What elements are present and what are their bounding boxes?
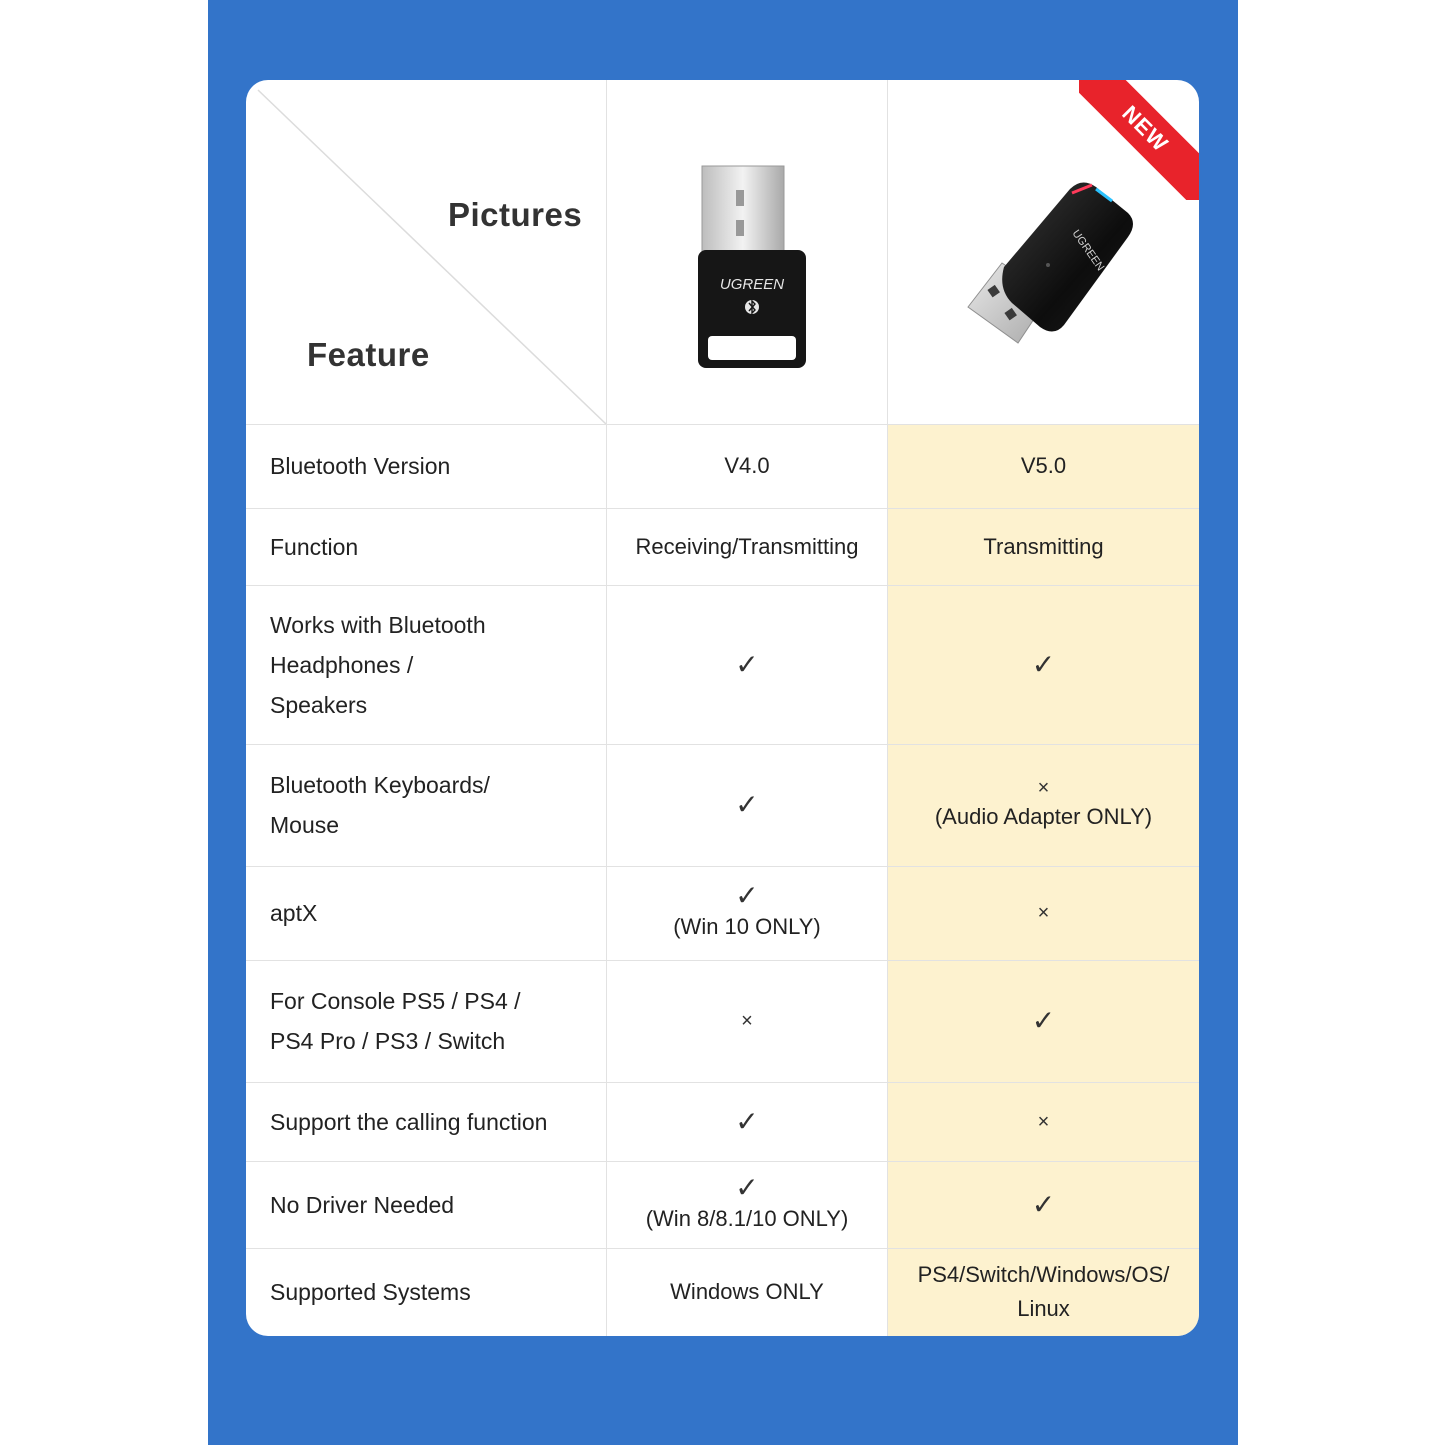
value-text: V5.0	[1020, 453, 1067, 478]
p1-value-cell	[607, 744, 887, 866]
product-image-bluetooth-5	[962, 175, 1137, 375]
cross-icon: ×	[1037, 902, 1050, 924]
feature-text: Bluetooth Version	[270, 453, 451, 479]
p1-value-cell	[607, 585, 887, 744]
feature-label	[270, 866, 600, 960]
p2-value-cell	[888, 1082, 1199, 1161]
feature-text: No Driver Needed	[270, 1191, 455, 1218]
check-icon: ✓	[735, 1171, 759, 1203]
p1-value-cell	[607, 1161, 887, 1248]
value-text: Transmitting	[983, 533, 1104, 559]
check-icon: ✓	[735, 880, 759, 911]
feature-text: For Console PS5 / PS4 / PS4 Pro / PS3 / Switch	[270, 988, 521, 1054]
feature-text: Supported Systems	[270, 1279, 471, 1305]
feature-label	[270, 1161, 600, 1248]
bluetooth-icon	[745, 300, 759, 314]
feature-label	[270, 1082, 600, 1161]
p1-value-cell	[607, 960, 887, 1082]
p1-value-cell	[607, 1082, 887, 1161]
cross-icon: ×	[741, 1010, 753, 1032]
feature-label	[270, 960, 600, 1082]
p2-value-cell	[888, 744, 1199, 866]
feature-text: Support the calling function	[270, 1108, 548, 1135]
value-note: (Win 8/8.1/10 ONLY)	[645, 1205, 849, 1231]
feature-label	[270, 744, 600, 866]
svg-text:UGREEN: UGREEN	[719, 276, 785, 293]
feature-text: Function	[270, 533, 359, 560]
p1-value-cell	[607, 508, 887, 585]
check-icon: ✓	[1031, 1188, 1056, 1220]
check-icon: ✓	[735, 1105, 759, 1137]
p2-value-cell	[888, 585, 1199, 744]
feature-label	[270, 508, 600, 585]
p1-value-cell	[607, 424, 887, 508]
value-note: (Win 10 ONLY)	[673, 914, 821, 939]
feature-text: aptX	[270, 900, 318, 926]
value-note: (Audio Adapter ONLY)	[934, 804, 1153, 829]
value-text: Receiving/Transmitting	[635, 533, 859, 559]
feature-label	[270, 585, 600, 744]
cross-icon: ×	[1037, 1110, 1050, 1133]
value-text: PS4/Switch/Windows/OS/ Linux	[917, 1262, 1170, 1321]
check-icon: ✓	[735, 789, 759, 820]
feature-label	[270, 1248, 600, 1336]
svg-text:UGREEN: UGREEN	[1069, 227, 1107, 274]
feature-label	[270, 424, 600, 508]
feature-header: Feature	[307, 336, 430, 373]
check-icon: ✓	[1031, 1005, 1056, 1036]
p2-value-cell	[888, 424, 1199, 508]
check-icon: ✓	[1031, 648, 1056, 680]
p2-value-cell	[888, 1161, 1199, 1248]
pictures-header: Pictures	[448, 196, 583, 233]
feature-text: Works with Bluetooth Headphones / Speakers	[270, 611, 486, 718]
p2-value-cell	[888, 960, 1199, 1082]
cross-icon: ×	[1037, 777, 1050, 799]
product-image-bluetooth-4	[686, 160, 816, 375]
value-text: Windows ONLY	[670, 1279, 824, 1304]
new-badge: NEW	[1079, 80, 1199, 200]
p1-value-cell	[607, 866, 887, 960]
p1-value-cell	[607, 1248, 887, 1336]
comparison-card	[246, 80, 1199, 1336]
check-icon: ✓	[735, 648, 759, 680]
feature-text: Bluetooth Keyboards/ Mouse	[270, 772, 490, 838]
p2-value-cell	[888, 508, 1199, 585]
p2-value-cell	[888, 866, 1199, 960]
new-ribbon	[1079, 80, 1199, 200]
value-text: V4.0	[724, 453, 770, 478]
p2-value-cell	[888, 1248, 1199, 1336]
